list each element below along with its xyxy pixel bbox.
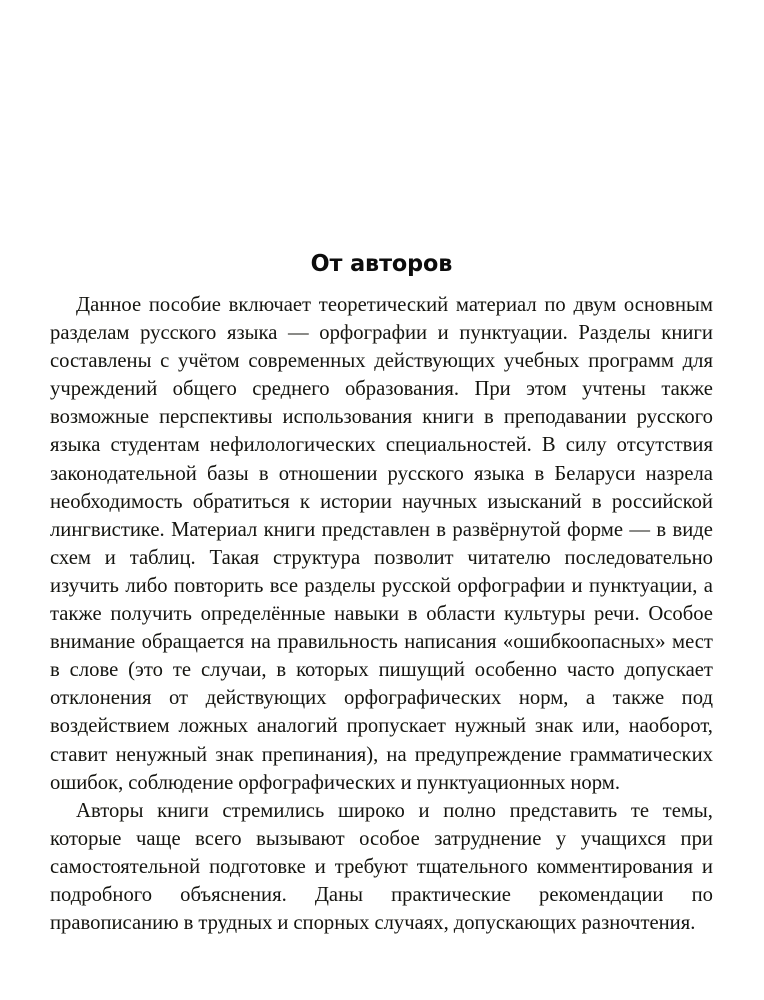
page-title: От авторов xyxy=(310,249,453,277)
text-column xyxy=(50,248,713,936)
body-paragraph: Авторы книги стремились широко и полно представить те темы, которые чаще всего вызывают особое затруднение у учащихся при самостоятельной подготовке и требуют тщательного комментирования и подробного объяснения. Даны практические рекомендации по правописанию в трудных и спорных случаях, допускающих разночтения. xyxy=(50,797,713,935)
body-paragraph: Данное пособие включает теоретический материал по двум основным разделам русского языка — орфографии и пунктуации. Разделы книги составлены с учётом современных действующих учебных программ для учреждений общего среднего образования. При этом учтены также возможные перспективы использования книги в преподавании русского языка студентам нефилологических специальностей. В силу отсутствия законодательной базы в отношении русского языка в Беларуси назрела необходимость обратиться к истории научных изысканий в российской лингвистике. Материал книги представлен в развёрнутой форме — в виде схем и таблиц. Такая структура позволит читателю последовательно изучить либо повторить все разделы русской орфографии и пунктуации, а также получить определённые навыки в области культуры речи. Особое внимание обращается на правильность написания «ошибкоопасных» мест в слове (это те случаи, в которых пишущий особенно часто допускает отклонения от действующих орфографических норм, а также под воздействием ложных аналогий пропускает нужный знак или, наоборот, ставит ненужный знак препинания), на предупреждение грамматических ошибок, соблюдение орфографических и пунктуационных норм. xyxy=(50,292,713,794)
